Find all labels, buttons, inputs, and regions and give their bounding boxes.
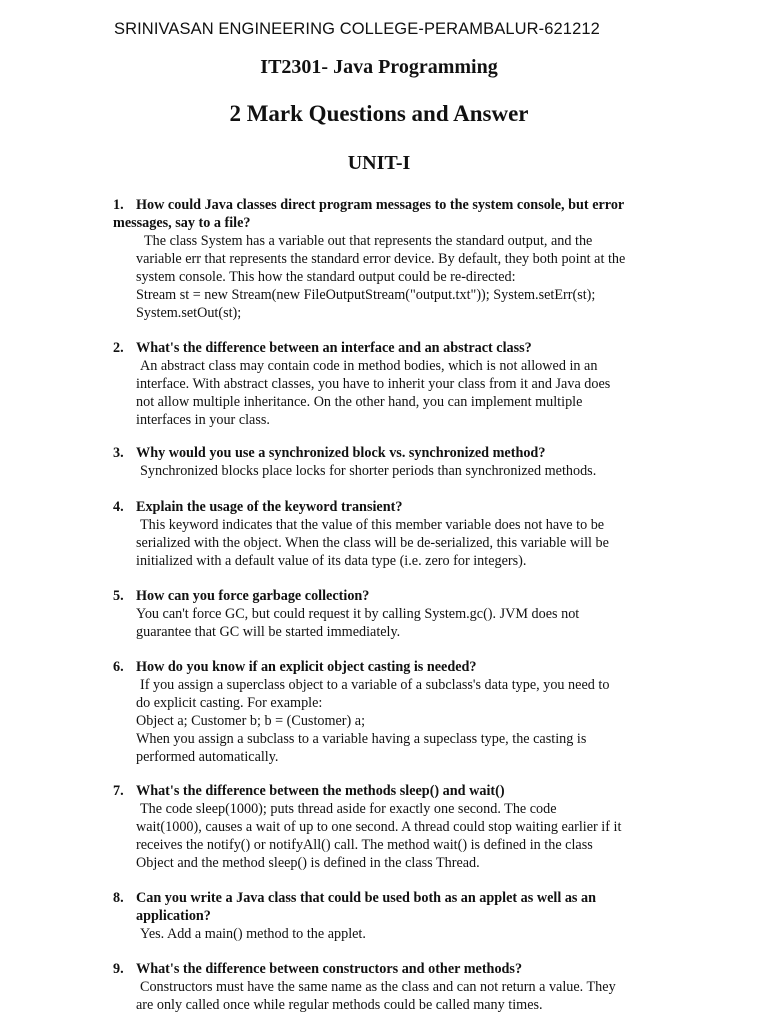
answer bbox=[136, 605, 653, 641]
answer-line: performed automatically. bbox=[136, 749, 279, 765]
document-title: 2 Mark Questions and Answer bbox=[229, 101, 529, 126]
answer-line: initialized with a default value of its data type (i.e. zero for integers). bbox=[136, 553, 527, 569]
question-number: 8. bbox=[113, 890, 124, 906]
answer bbox=[136, 925, 653, 943]
question bbox=[113, 339, 653, 357]
qa-item-6 bbox=[113, 658, 653, 766]
answer-line: An abstract class may contain code in method bodies, which is not allowed in an bbox=[140, 358, 598, 374]
answer-line: not allow multiple inheritance. On the other hand, you can implement multiple bbox=[136, 394, 583, 410]
question-number: 4. bbox=[113, 499, 124, 515]
answer-line: wait(1000), causes a wait of up to one second. A thread could stop waiting earlier if it bbox=[136, 819, 622, 835]
qa-item-2 bbox=[113, 339, 653, 429]
answer-line: System.setOut(st); bbox=[136, 305, 242, 321]
answer bbox=[136, 462, 653, 480]
answer-line: You can't force GC, but could request it by calling System.gc(). JVM does not bbox=[136, 606, 580, 622]
course-title: IT2301- Java Programming bbox=[260, 56, 498, 78]
answer-line: When you assign a subclass to a variable having a supeclass type, the casting is bbox=[136, 731, 587, 747]
question-text: Explain the usage of the keyword transient? bbox=[136, 499, 403, 515]
answer-line: interface. With abstract classes, you have to inherit your class from it and Java does bbox=[136, 376, 611, 392]
question bbox=[113, 196, 653, 232]
question-text: What's the difference between the methods sleep() and wait() bbox=[136, 783, 505, 799]
question bbox=[113, 498, 653, 516]
question-text: Can you write a Java class that could be used both as an applet as well as an application? bbox=[136, 890, 596, 924]
answer-line: The code sleep(1000); puts thread aside for exactly one second. The code bbox=[140, 801, 557, 817]
qa-item-4 bbox=[113, 498, 653, 570]
answer-line: Yes. Add a main() method to the applet. bbox=[140, 926, 366, 942]
answer-line: do explicit casting. For example: bbox=[136, 695, 323, 711]
answer bbox=[136, 232, 653, 322]
answer-line: serialized with the object. When the class will be de-serialized, this variable will be bbox=[136, 535, 609, 551]
question bbox=[113, 587, 653, 605]
answer-line: system console. This how the standard output could be re-directed: bbox=[136, 269, 516, 285]
qa-item-9 bbox=[113, 960, 653, 1014]
question-number: 6. bbox=[113, 659, 124, 675]
qa-item-7 bbox=[113, 782, 653, 872]
question-number: 5. bbox=[113, 588, 124, 604]
qa-item-1 bbox=[113, 196, 653, 322]
answer-line: If you assign a superclass object to a variable of a subclass's data type, you need to bbox=[140, 677, 610, 693]
qa-item-3 bbox=[113, 444, 653, 480]
answer bbox=[136, 357, 653, 429]
answer-line: guarantee that GC will be started immediately. bbox=[136, 624, 401, 640]
answer-line: receives the notify() or notifyAll() call. The method wait() is defined in the class bbox=[136, 837, 593, 853]
question-text: How could Java classes direct program messages to the system console, but error messages, say to a file? bbox=[113, 197, 624, 231]
answer-line: Constructors must have the same name as the class and can not return a value. They bbox=[140, 979, 616, 995]
unit-heading: UNIT-I bbox=[347, 152, 411, 174]
answer bbox=[136, 676, 653, 766]
answer bbox=[136, 800, 653, 872]
answer-line: The class System has a variable out that represents the standard output, and the bbox=[144, 233, 593, 249]
answer-line: Synchronized blocks place locks for shorter periods than synchronized methods. bbox=[140, 463, 597, 479]
answer bbox=[136, 978, 653, 1014]
answer-line: Stream st = new Stream(new FileOutputStream("output.txt")); System.setErr(st); bbox=[136, 287, 596, 303]
answer bbox=[136, 516, 653, 570]
qa-item-8 bbox=[113, 889, 653, 943]
question-text: How do you know if an explicit object casting is needed? bbox=[136, 659, 477, 675]
question bbox=[113, 658, 653, 676]
answer-line: interfaces in your class. bbox=[136, 412, 270, 428]
question bbox=[113, 960, 653, 978]
question bbox=[113, 444, 653, 462]
question-text: Why would you use a synchronized block vs. synchronized method? bbox=[136, 445, 546, 461]
college-header: SRINIVASAN ENGINEERING COLLEGE-PERAMBALUR-621212 bbox=[114, 20, 600, 38]
question bbox=[113, 782, 653, 800]
question-number: 9. bbox=[113, 961, 124, 977]
question-text: What's the difference between constructors and other methods? bbox=[136, 961, 523, 977]
answer-line: variable err that represents the standard error device. By default, they both point at the bbox=[136, 251, 626, 267]
answer-line: are only called once while regular methods could be called many times. bbox=[136, 997, 543, 1013]
answer-line: Object a; Customer b; b = (Customer) a; bbox=[136, 713, 366, 729]
question bbox=[113, 889, 653, 925]
question-number: 2. bbox=[113, 340, 124, 356]
answer-line: Object and the method sleep() is defined in the class Thread. bbox=[136, 855, 480, 871]
question-number: 7. bbox=[113, 783, 124, 799]
qa-item-5 bbox=[113, 587, 653, 641]
answer-line: This keyword indicates that the value of this member variable does not have to be bbox=[140, 517, 605, 533]
question-text: How can you force garbage collection? bbox=[136, 588, 370, 604]
question-text: What's the difference between an interface and an abstract class? bbox=[136, 340, 532, 356]
question-number: 3. bbox=[113, 445, 124, 461]
question-number: 1. bbox=[113, 197, 124, 213]
